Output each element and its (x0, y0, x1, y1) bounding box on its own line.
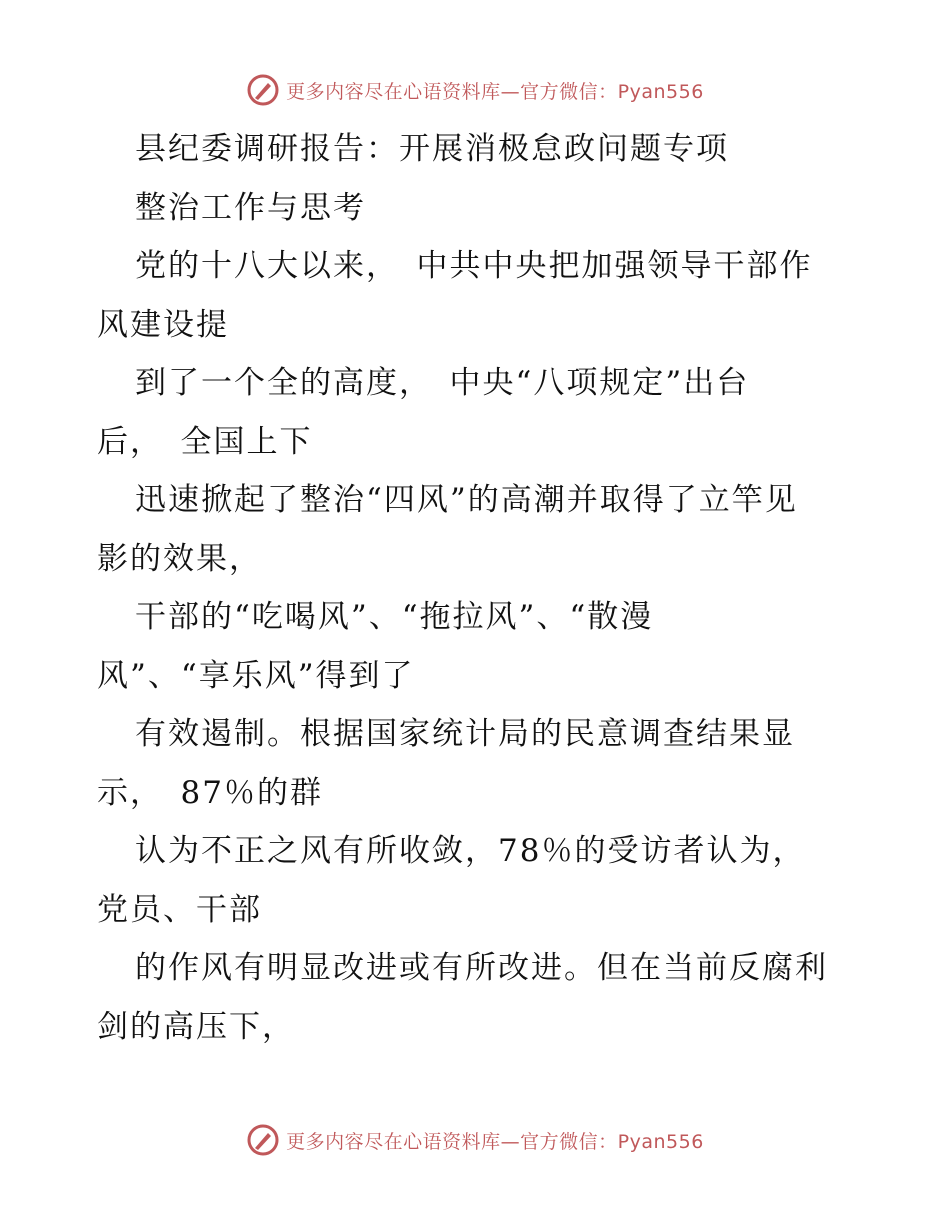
text-line: 示， 87％的群 (97, 774, 323, 811)
text-line: 党员、干部 (97, 891, 262, 928)
text-line: 到了一个全的高度， 中央“八项规定”出台 (135, 365, 750, 401)
text-line: 影的效果， (97, 540, 262, 577)
text-line: 风建设提 (97, 306, 229, 343)
document-body (97, 120, 857, 1056)
text-line: 迅速掀起了整治“四风”的高潮并取得了立竿见 (135, 482, 798, 518)
text-line: 的作风有明显改进或有所改进。但在当前反腐利 (135, 950, 828, 986)
pen-swirl-logo-icon (246, 73, 280, 107)
banner-text: 更多内容尽在心语资料库—官方微信：Pyan556 (286, 80, 704, 103)
text-line: 剑的高压下， (97, 1008, 295, 1045)
text-line: 县纪委调研报告：开展消极怠政问题专项 (135, 131, 729, 167)
text-line: 后， 全国上下 (97, 423, 313, 460)
footer-banner (0, 1120, 950, 1160)
text-line: 风”、“享乐风”得到了 (97, 657, 415, 694)
text-line: 干部的“吃喝风”、“拖拉风”、“散漫 (135, 599, 654, 635)
header-banner (0, 70, 950, 110)
text-line: 有效遏制。根据国家统计局的民意调查结果显 (135, 716, 795, 752)
text-line: 整治工作与思考 (135, 189, 366, 226)
text-line: 认为不正之风有所收敛，78％的受访者认为， (135, 833, 806, 869)
pen-swirl-logo-icon (246, 1123, 280, 1157)
banner-text: 更多内容尽在心语资料库—官方微信：Pyan556 (286, 1130, 704, 1153)
text-line: 党的十八大以来， 中共中央把加强领导干部作 (135, 248, 813, 284)
